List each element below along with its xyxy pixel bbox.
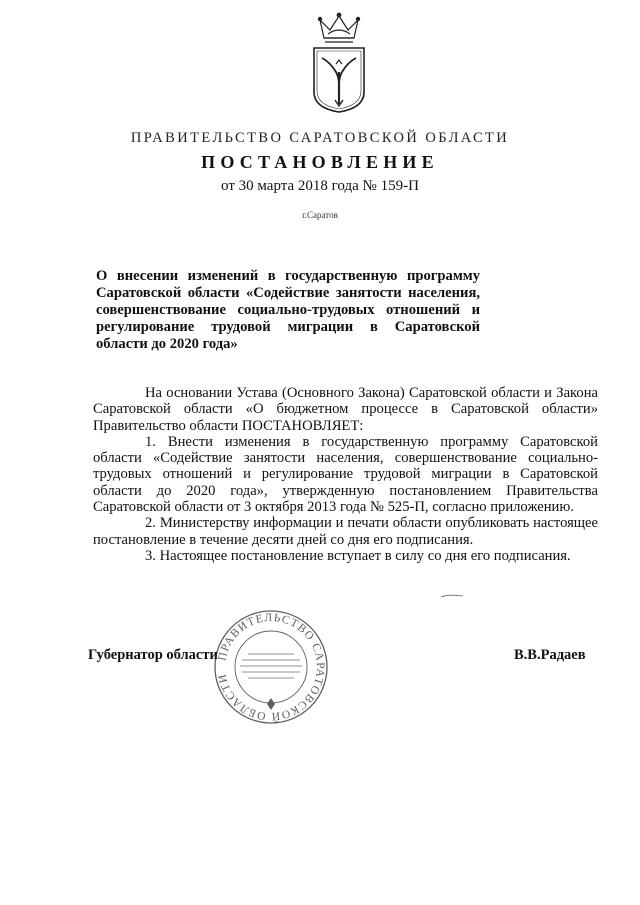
decree-date-number: от 30 марта 2018 года № 159-П xyxy=(221,178,419,194)
item-1-paragraph: 1. Внести изменения в государственную программу Саратовской области «Содействие занятости населения, совершенствование социально-трудовых отношений и регулирование трудовой миграции в Саратовской области до 2020 года», утвержденную постановлением Правительства Саратовской области от 3 октября 2013 года № 525-П, согласно приложению. xyxy=(93,433,598,516)
signer-name: В.В.Радаев xyxy=(514,647,586,663)
preamble-paragraph: На основании Устава (Основного Закона) Саратовской области и Закона Саратовской области «О бюджетном процессе в Саратовской области» Правительство области ПОСТАНОВЛЯЕТ: xyxy=(93,385,598,434)
document-type-title: ПОСТАНОВЛЕНИЕ xyxy=(201,152,439,172)
item-2-paragraph: 2. Министерству информации и печати области опубликовать настоящее постановление в течение десяти дней со дня его подписания. xyxy=(93,515,598,548)
issue-city: г.Саратов xyxy=(302,210,338,220)
pen-mark xyxy=(440,586,464,592)
item-3-paragraph: 3. Настоящее постановление вступает в силу со дня его подписания. xyxy=(145,547,571,564)
official-seal-icon xyxy=(212,608,330,726)
coat-of-arms-icon xyxy=(306,12,372,114)
decree-body xyxy=(93,385,598,564)
signer-position: Губернатор области xyxy=(88,647,218,663)
seal-ring-text: ПРАВИТЕЛЬСТВО САРАТОВСКОЙ ОБЛАСТИ xyxy=(216,611,327,723)
government-name: ПРАВИТЕЛЬСТВО САРАТОВСКОЙ ОБЛАСТИ xyxy=(130,130,510,146)
decree-subject: О внесении изменений в государственную программу Саратовской области «Содействие занятости населения, совершенствование социально-трудовых отношений и регулирование трудовой миграции в Саратовской области до 2020 года» xyxy=(96,268,480,352)
